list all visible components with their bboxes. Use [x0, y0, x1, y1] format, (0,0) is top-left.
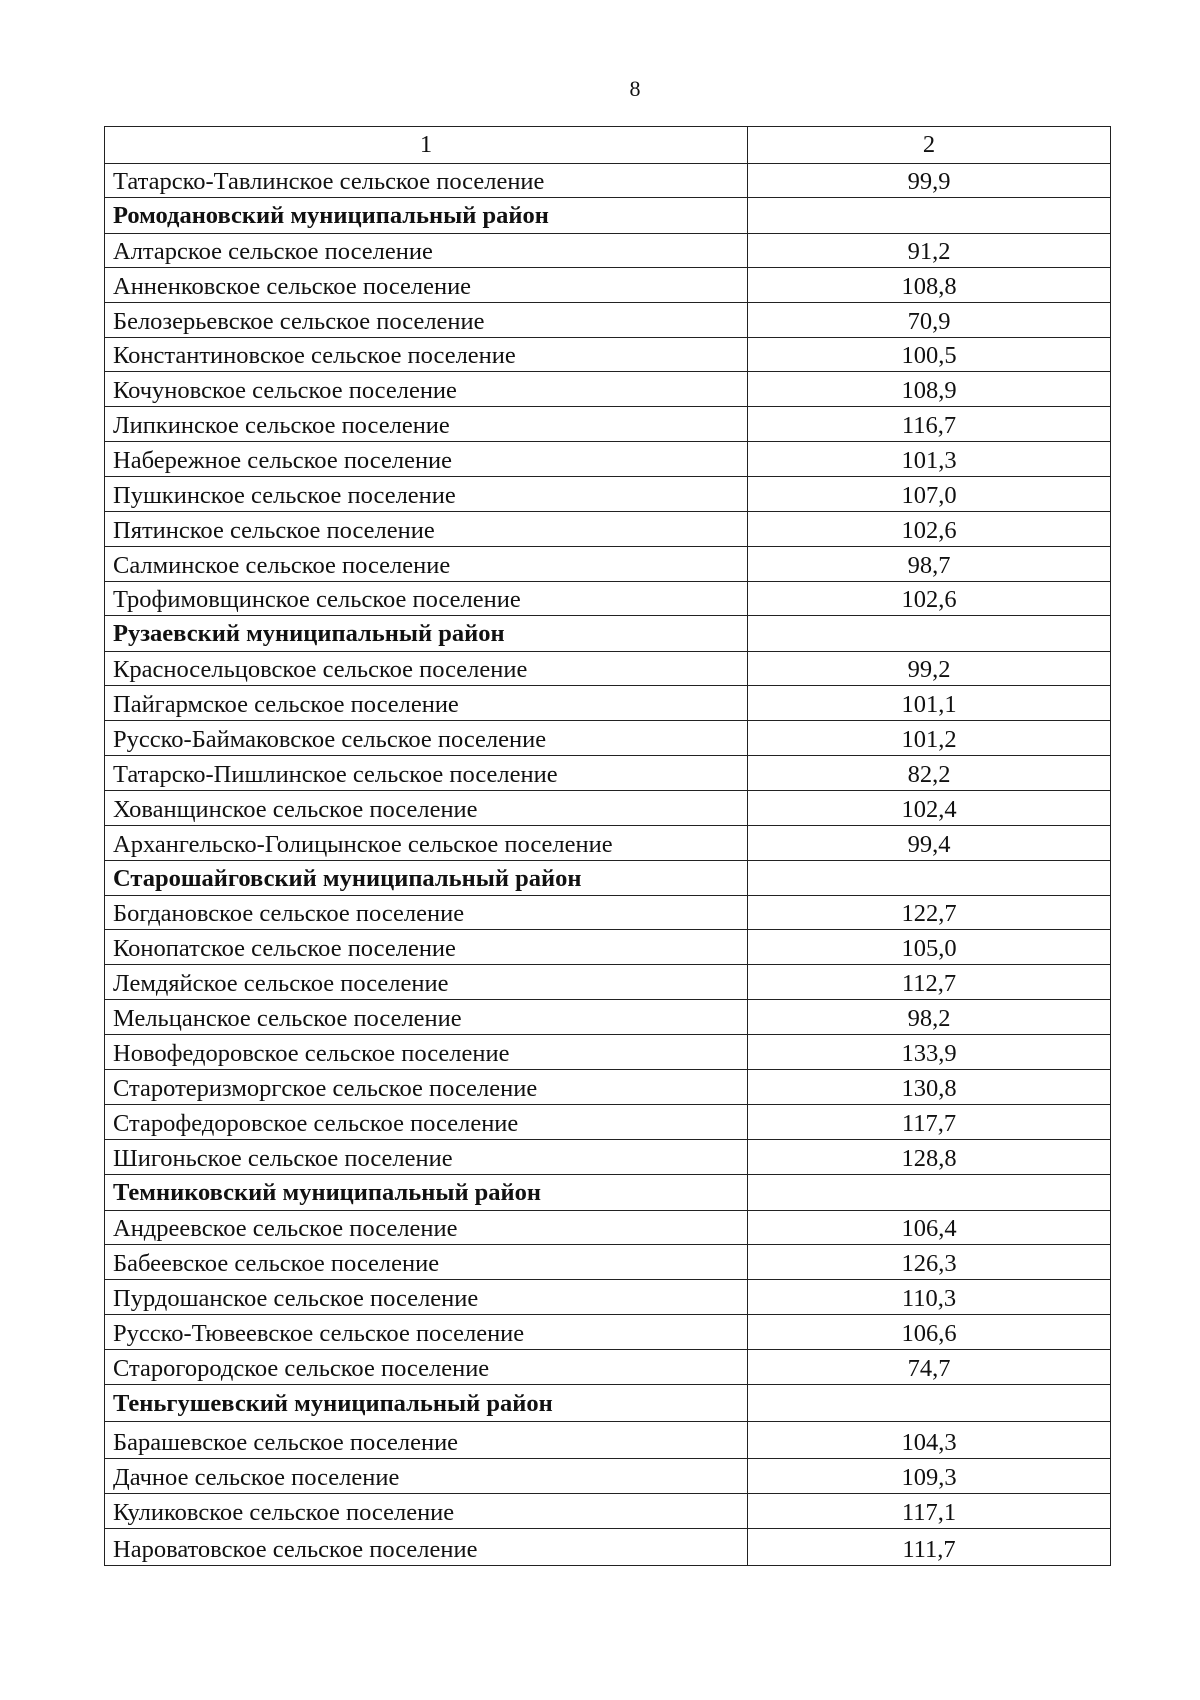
table-row [105, 791, 1111, 826]
table-row [105, 1035, 1111, 1070]
settlement-name: Трофимовщинское сельское поселение [105, 582, 748, 616]
index-value: 110,3 [748, 1280, 1111, 1315]
settlement-name: Конопатское сельское поселение [105, 930, 748, 965]
table-header-row [105, 127, 1111, 164]
table-row [105, 372, 1111, 407]
table-row [105, 477, 1111, 512]
table-row [105, 268, 1111, 303]
index-value: 130,8 [748, 1070, 1111, 1105]
district-name: Ромодановский муниципальный район [105, 198, 748, 234]
index-value: 105,0 [748, 930, 1111, 965]
index-value: 116,7 [748, 407, 1111, 442]
settlement-name: Белозерьевское сельское поселение [105, 303, 748, 338]
district-group-row [105, 861, 1111, 896]
table-row [105, 1315, 1111, 1350]
settlement-name: Константиновское сельское поселение [105, 338, 748, 372]
index-value: 107,0 [748, 477, 1111, 512]
settlement-name: Пушкинское сельское поселение [105, 477, 748, 512]
table-row [105, 721, 1111, 756]
settlement-name: Архангельско-Голицынское сельское поселение [105, 826, 748, 861]
index-value [748, 616, 1111, 652]
index-value: 74,7 [748, 1350, 1111, 1385]
district-group-row [105, 1175, 1111, 1211]
index-value: 111,7 [748, 1529, 1111, 1566]
index-value: 106,6 [748, 1315, 1111, 1350]
district-name: Темниковский муниципальный район [105, 1175, 748, 1211]
settlement-name: Хованщинское сельское поселение [105, 791, 748, 826]
index-value: 126,3 [748, 1245, 1111, 1280]
index-value: 117,7 [748, 1105, 1111, 1140]
header-cell-1: 1 [105, 127, 748, 164]
index-value: 108,9 [748, 372, 1111, 407]
settlement-name: Набережное сельское поселение [105, 442, 748, 477]
index-value: 101,1 [748, 686, 1111, 721]
settlement-name: Нароватовское сельское поселение [105, 1529, 748, 1566]
settlement-name: Красносельцовское сельское поселение [105, 652, 748, 686]
index-value: 98,2 [748, 1000, 1111, 1035]
index-value: 102,6 [748, 512, 1111, 547]
index-value: 98,7 [748, 547, 1111, 582]
table-row [105, 1105, 1111, 1140]
index-value: 99,4 [748, 826, 1111, 861]
index-value [748, 1175, 1111, 1211]
settlement-name: Лемдяйское сельское поселение [105, 965, 748, 1000]
table-row [105, 1000, 1111, 1035]
settlement-name: Дачное сельское поселение [105, 1459, 748, 1494]
index-value [748, 1385, 1111, 1422]
table-row [105, 1280, 1111, 1315]
settlement-name: Анненковское сельское поселение [105, 268, 748, 303]
settlement-name: Кочуновское сельское поселение [105, 372, 748, 407]
index-value: 82,2 [748, 756, 1111, 791]
settlement-name: Русско-Тювеевское сельское поселение [105, 1315, 748, 1350]
index-value: 101,3 [748, 442, 1111, 477]
settlement-name: Богдановское сельское поселение [105, 896, 748, 930]
settlement-name: Алтарское сельское поселение [105, 234, 748, 268]
index-value: 102,6 [748, 582, 1111, 616]
settlement-name: Куликовское сельское поселение [105, 1494, 748, 1529]
index-value [748, 198, 1111, 234]
district-name: Старошайговский муниципальный район [105, 861, 748, 896]
district-group-row [105, 616, 1111, 652]
page-number: 8 [629, 76, 641, 101]
settlement-name: Пятинское сельское поселение [105, 512, 748, 547]
table-row [105, 234, 1111, 268]
index-value: 102,4 [748, 791, 1111, 826]
table-row [105, 442, 1111, 477]
table-row [105, 652, 1111, 686]
table-row [105, 896, 1111, 930]
header-cell-2: 2 [748, 127, 1111, 164]
table-row [105, 1494, 1111, 1529]
district-group-row [105, 198, 1111, 234]
index-value: 101,2 [748, 721, 1111, 756]
table-row [105, 1422, 1111, 1459]
settlement-name: Бабеевское сельское поселение [105, 1245, 748, 1280]
district-name: Теньгушевский муниципальный район [105, 1385, 748, 1422]
index-value: 112,7 [748, 965, 1111, 1000]
settlement-name: Татарско-Пишлинское сельское поселение [105, 756, 748, 791]
settlement-name: Андреевское сельское поселение [105, 1211, 748, 1245]
table-row [105, 756, 1111, 791]
table-row [105, 582, 1111, 616]
table-row [105, 1211, 1111, 1245]
table-row [105, 1529, 1111, 1566]
settlement-name: Новофедоровское сельское поселение [105, 1035, 748, 1070]
index-value: 106,4 [748, 1211, 1111, 1245]
table-row [105, 1070, 1111, 1105]
data-table [104, 126, 1111, 1566]
table-row [105, 1350, 1111, 1385]
table-body [105, 127, 1111, 1566]
index-value: 122,7 [748, 896, 1111, 930]
table-row [105, 303, 1111, 338]
settlement-name: Пайгармское сельское поселение [105, 686, 748, 721]
index-value: 104,3 [748, 1422, 1111, 1459]
settlement-name: Мельцанское сельское поселение [105, 1000, 748, 1035]
district-name: Рузаевский муниципальный район [105, 616, 748, 652]
table-row [105, 407, 1111, 442]
index-value: 133,9 [748, 1035, 1111, 1070]
index-value: 109,3 [748, 1459, 1111, 1494]
index-value: 70,9 [748, 303, 1111, 338]
table-row [105, 1459, 1111, 1494]
table-row [105, 547, 1111, 582]
settlement-name: Липкинское сельское поселение [105, 407, 748, 442]
settlement-name: Старофедоровское сельское поселение [105, 1105, 748, 1140]
index-value [748, 861, 1111, 896]
table-row [105, 1140, 1111, 1175]
table-row [105, 686, 1111, 721]
index-value: 91,2 [748, 234, 1111, 268]
table-row [105, 1245, 1111, 1280]
table-row [105, 512, 1111, 547]
index-value: 117,1 [748, 1494, 1111, 1529]
settlement-name: Шигоньское сельское поселение [105, 1140, 748, 1175]
settlement-name: Салминское сельское поселение [105, 547, 748, 582]
table-row [105, 930, 1111, 965]
table-row [105, 965, 1111, 1000]
settlement-name: Русско-Баймаковское сельское поселение [105, 721, 748, 756]
index-value: 99,9 [748, 164, 1111, 198]
index-value: 100,5 [748, 338, 1111, 372]
table-row [105, 338, 1111, 372]
index-value: 128,8 [748, 1140, 1111, 1175]
settlement-name: Старотеризморгское сельское поселение [105, 1070, 748, 1105]
table-row [105, 164, 1111, 198]
table-row [105, 826, 1111, 861]
index-value: 108,8 [748, 268, 1111, 303]
district-group-row [105, 1385, 1111, 1422]
index-value: 99,2 [748, 652, 1111, 686]
settlement-name: Барашевское сельское поселение [105, 1422, 748, 1459]
settlement-name: Пурдошанское сельское поселение [105, 1280, 748, 1315]
settlement-name: Татарско-Тавлинское сельское поселение [105, 164, 748, 198]
settlement-name: Старогородское сельское поселение [105, 1350, 748, 1385]
